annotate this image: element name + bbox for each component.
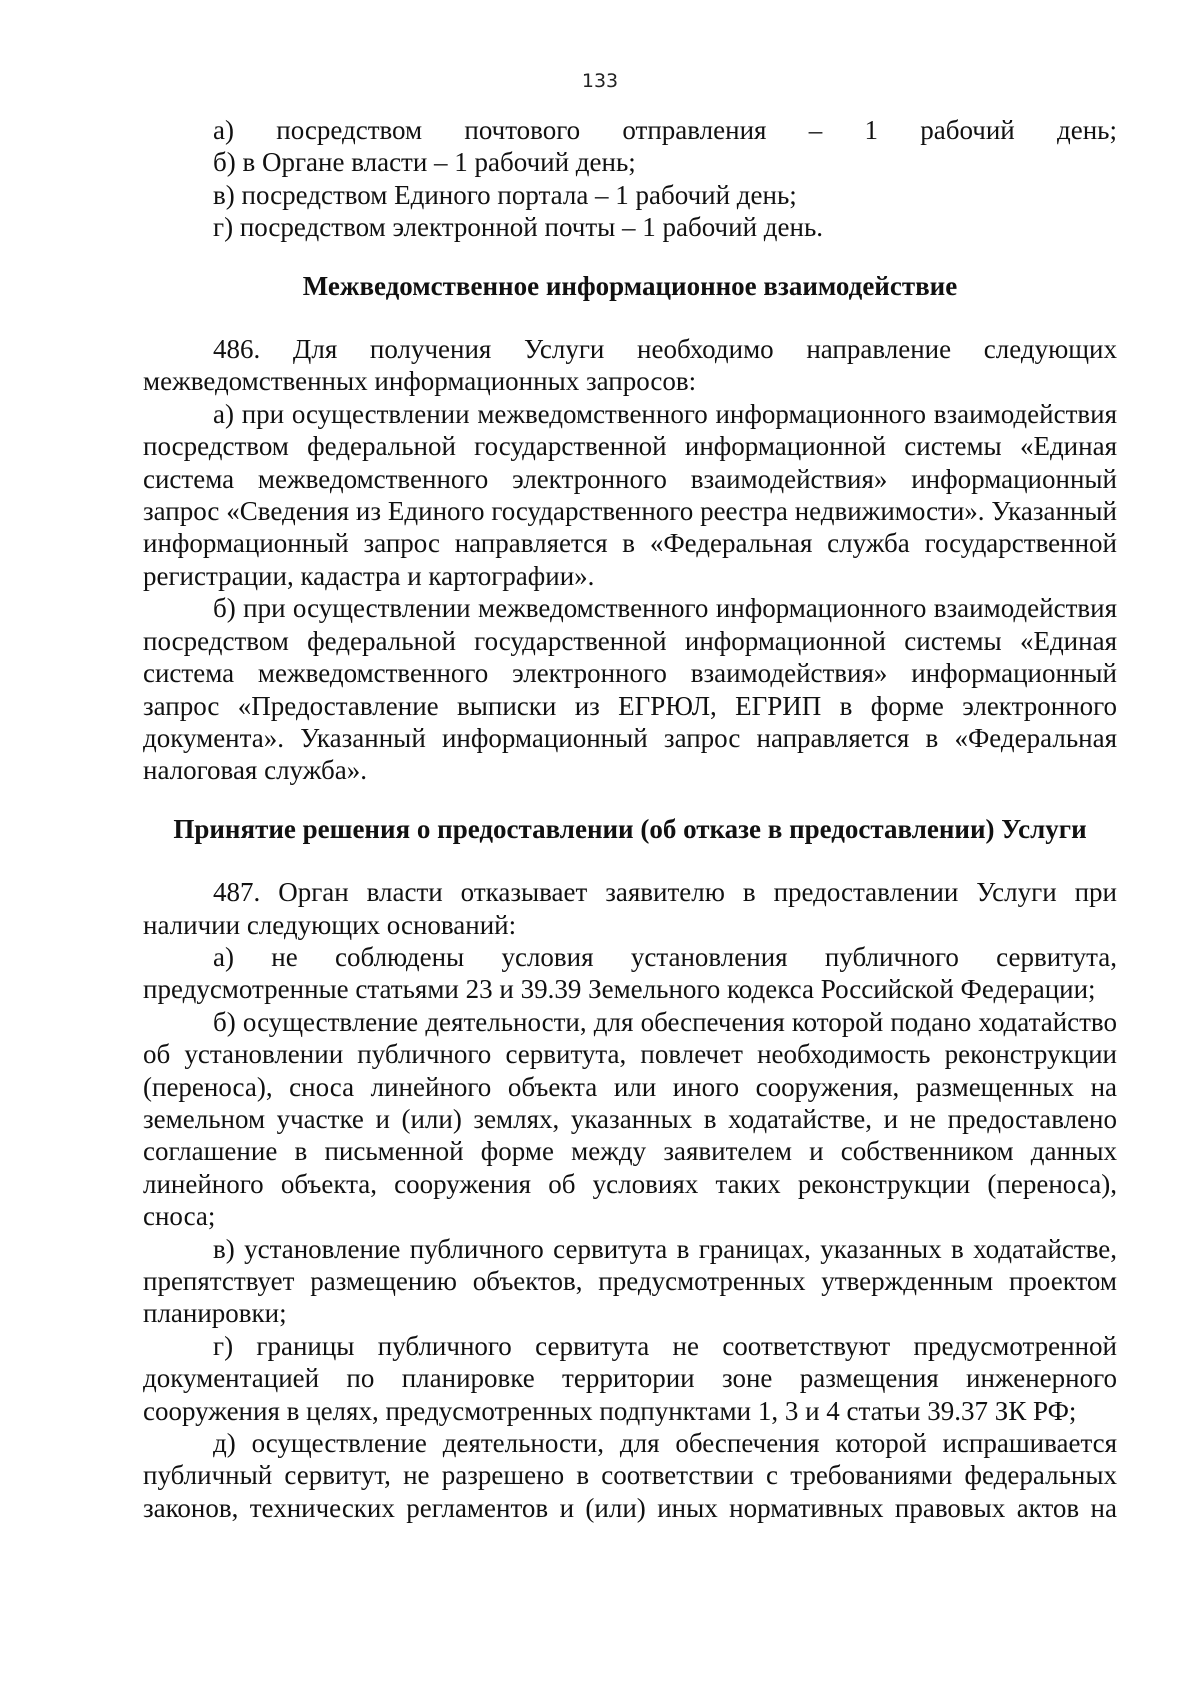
section-heading: Межведомственное информационное взаимодействие	[302, 270, 958, 301]
paragraph: б) осуществление деятельности, для обеспечения которой подано ходатайство об установлении публичного сервитута, повлечет необходимость реконструкции (переноса), сноса линейного объекта или иного сооружения, размещенных на земельном участке и (или) землях, указанных в ходатайстве, и не предоставлено соглашение в письменной форме между заявителем и собственником данных линейного объекта, сооружения об условиях таких реконструкции (переноса), сноса;	[143, 1006, 1117, 1232]
paragraph: д) осуществление деятельности, для обеспечения которой испрашивается публичный сервитут, не разрешено в соответствии с требованиями федеральных законов, технических регламентов и (или) иных нормативных правовых актов на	[143, 1428, 1117, 1523]
paragraph: а) не соблюдены условия установления публичного сервитута, предусмотренные статьями 23 и 39.39 Земельного кодекса Российской Федерации;	[143, 941, 1117, 1005]
paragraph: 486. Для получения Услуги необходимо направление следующих межведомственных информационных запросов:	[143, 334, 1117, 397]
page-number: 133	[581, 70, 619, 92]
paragraph: а) при осуществлении межведомственного информационного взаимодействия посредством федеральной государственной информационной системы «Единая система межведомственного электронного взаимодействия» информационный запрос «Сведения из Единого государственного реестра недвижимости». Указанный информационный запрос направляется в «Федеральная служба государственной регистрации, кадастра и картографии».	[143, 398, 1117, 591]
section-heading: Принятие решения о предоставлении (об отказе в предоставлении) Услуги	[173, 813, 1087, 844]
paragraph: г) посредством электронной почты – 1 рабочий день.	[213, 212, 824, 243]
paragraph: а) посредством почтового отправления – 1 рабочий день;	[213, 115, 1117, 145]
document-body	[143, 114, 1117, 1524]
paragraph: в) установление публичного сервитута в границах, указанных в ходатайстве, препятствует размещению объектов, предусмотренных утвержденным проектом планировки;	[143, 1233, 1117, 1329]
paragraph: г) границы публичного сервитута не соответствуют предусмотренной документацией по планировке территории зоне размещения инженерного сооружения в целях, предусмотренных подпунктами 1, 3 и 4 статьи 39.37 ЗК РФ;	[143, 1330, 1117, 1426]
paragraph: 487. Орган власти отказывает заявителю в предоставлении Услуги при наличии следующих оснований:	[143, 877, 1117, 940]
paragraph: б) в Органе власти – 1 рабочий день;	[213, 147, 636, 178]
paragraph: в) посредством Единого портала – 1 рабочий день;	[213, 179, 797, 210]
paragraph: б) при осуществлении межведомственного информационного взаимодействия посредством федеральной государственной информационной системы «Единая система межведомственного электронного взаимодействия» информационный запрос «Предоставление выписки из ЕГРЮЛ, ЕГРИП в форме электронного документа». Указанный информационный запрос направляется в «Федеральная налоговая служба».	[143, 593, 1117, 786]
